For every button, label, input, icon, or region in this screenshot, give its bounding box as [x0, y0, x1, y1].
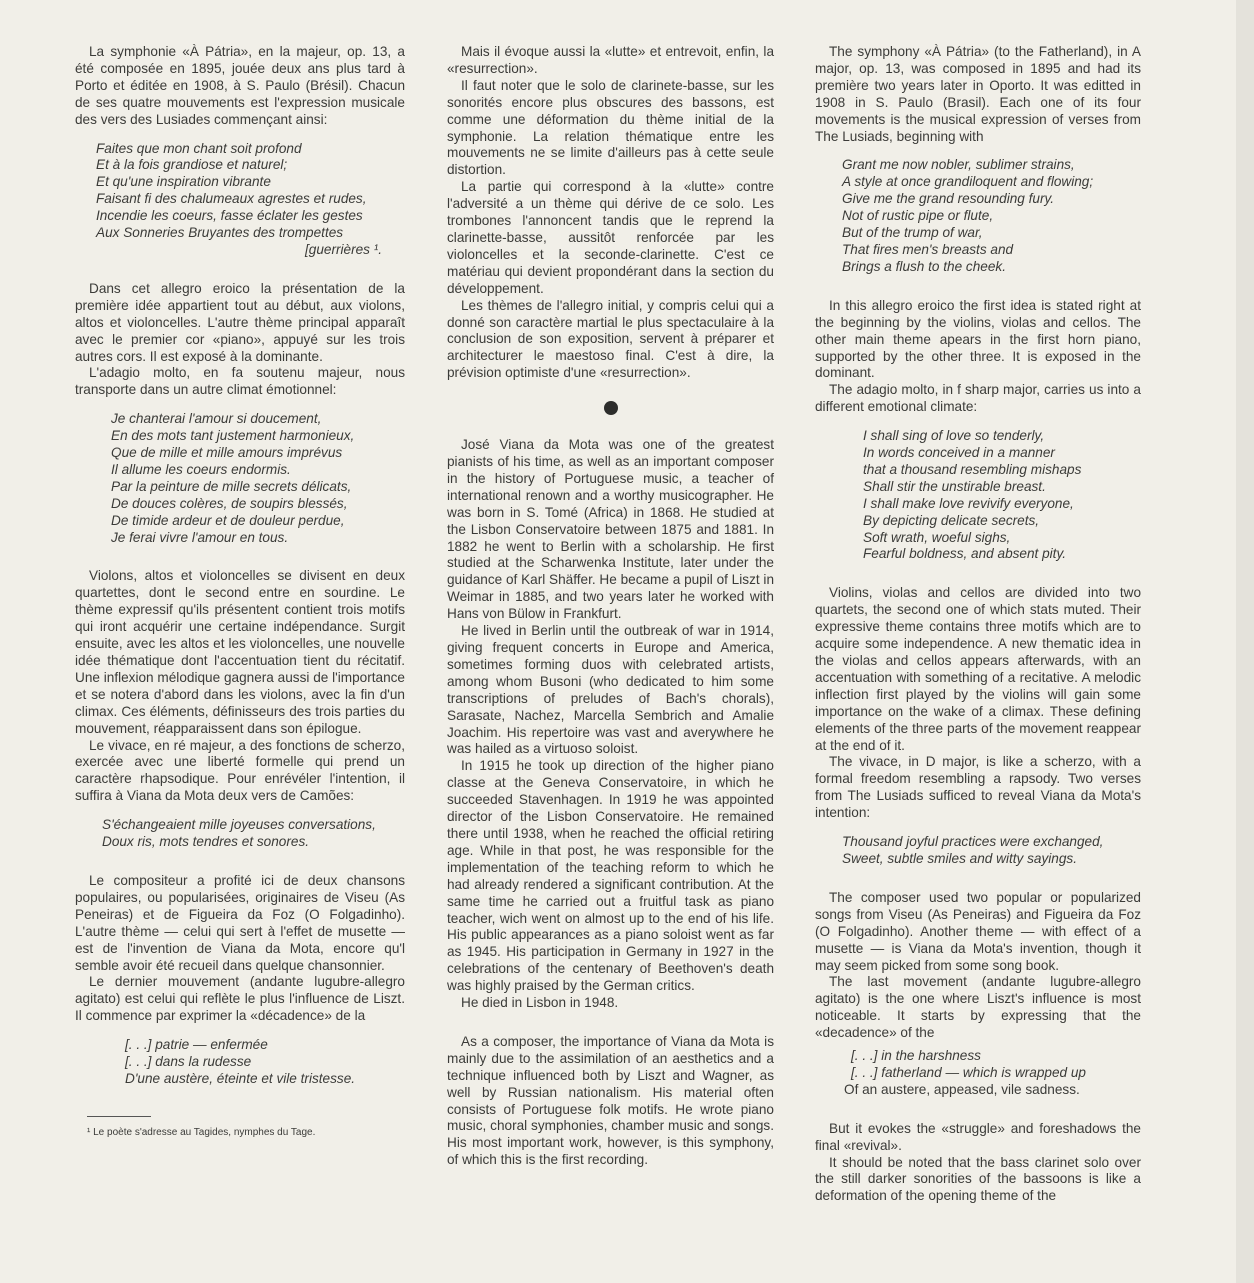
verse-line: Soft wrath, woeful sighs, — [863, 529, 1011, 545]
verse-block — [102, 817, 405, 851]
verse-line: [guerrières ¹. — [305, 241, 383, 257]
paragraph: The last movement (andante lugubre-allegro agitato) is the one where Liszt's influence is most noticeable. It starts by expressing that the «decadence» of the — [815, 974, 1141, 1041]
verse-line: Fearful boldness, and absent pity. — [863, 546, 1067, 562]
verse-block — [863, 428, 1141, 563]
column-english — [815, 44, 1141, 1205]
verse-line: D'une austère, éteinte et vile tristesse. — [125, 1070, 356, 1086]
verse-block — [844, 1048, 1141, 1099]
verse-block — [842, 834, 1141, 868]
paragraph: It should be noted that the bass clarinet solo over the still darker sonorities of the bassoons is like a deformation of the opening theme of the — [815, 1154, 1141, 1204]
paragraph: The composer used two popular or popularized songs from Viseu (As Peneiras) and Figueira da Foz (O Folgadinho). Another theme — with effect of a musette — is Viana da Mota's invention, though it may seem picked from some song book. — [815, 889, 1141, 973]
verse-line: Faites que mon chant soit profond — [96, 140, 302, 156]
verse-line: Que de mille et mille amours imprévus — [111, 445, 343, 461]
paragraph: He died in Lisbon in 1948. — [461, 995, 619, 1011]
verse-line: I shall make love revivify everyone, — [863, 495, 1074, 511]
paragraph: L'adagio molto, en fa soutenu majeur, nous transporte dans un autre climat émotionnel: — [75, 365, 405, 398]
verse-line: Je chanterai l'amour si doucement, — [111, 411, 322, 427]
verse-line: En des mots tant justement harmonieux, — [111, 428, 355, 444]
verse-line: Je ferai vivre l'amour en tous. — [111, 529, 289, 545]
verse-line: that a thousand resembling mishaps — [863, 461, 1082, 477]
verse-line: Brings a flush to the cheek. — [842, 258, 1006, 274]
verse-line: By depicting delicate secrets, — [863, 512, 1040, 528]
paragraph: Le compositeur a profité ici de deux chansons populaires, ou popularisées, originaires de Viseu (As Peneiras) et de Figueira da Foz (O Folgadinho). L'autre thème — celui qui sert à l'effet de musette — est de l'invention de Viana da Mota, encore qu'l semble avoir été recueil dans quelque chansonnier. — [75, 872, 405, 973]
page-edge — [1236, 0, 1254, 1283]
paragraph: But it evokes the «struggle» and foreshadows the final «revival». — [815, 1120, 1141, 1153]
verse-line: Et qu'une inspiration vibrante — [96, 174, 271, 190]
verse-line: Sweet, subtle smiles and witty sayings. — [842, 850, 1077, 866]
section-separator-dot — [604, 401, 618, 415]
paragraph: Dans cet allegro eroico la présentation de la première idée appartient tout au début, aux violons, altos et violoncelles. L'autre thème principal apparaît avec le premier cor «piano», appuyé sur les trois autres cors. Il est exposé à la dominante. — [75, 280, 405, 364]
paragraph: Mais il évoque aussi la «lutte» et entrevoit, enfin, la «resurrection». — [447, 44, 774, 76]
verse-line: De douces colères, de soupirs blessés, — [111, 495, 348, 511]
verse-line: [. . .] in the harshness — [851, 1048, 981, 1064]
verse-line: Et à la fois grandiose et naturel; — [96, 157, 288, 173]
verse-line: Of an austere, appeased, vile sadness. — [844, 1081, 1080, 1097]
footnote: ¹ Le poète s'adresse au Tagides, nymphes du Tage. — [87, 1126, 316, 1138]
verse-line: [. . .] fatherland — which is wrapped up — [851, 1064, 1086, 1080]
verse-line: S'échangeaient mille joyeuses conversations, — [102, 817, 376, 833]
paragraph: He lived in Berlin until the outbreak of war in 1914, giving frequent concerts in Europe and America, sometimes forming duos with celebrated artists, among whom Busoni (who dedicated to him some transcriptions of preludes of Bach's chorals), Sarasate, Nachez, Marcella Sembrich and Amalie Joachim. His repertoire was vast and averywhere he was hailed as a virtuoso soloist. — [447, 623, 774, 757]
verse-line: De timide ardeur et de douleur perdue, — [111, 512, 345, 528]
verse-line: Aux Sonneries Bruyantes des trompettes — [96, 225, 344, 241]
verse-line: [. . .] dans la rudesse — [125, 1054, 252, 1070]
verse-line: Shall stir the unstirable breast. — [863, 478, 1046, 494]
verse-line: Not of rustic pipe or flute, — [842, 208, 994, 224]
paragraph: The symphony «À Pátria» (to the Fatherland), in A major, op. 13, was composed in 1895 and had its première two years later in Oporto. It was editted in 1908 in S. Paulo (Brasil). Each one of its four movements is the musical expression of verses from The Lusiads, beginning with — [815, 44, 1141, 144]
verse-line: Par la peinture de mille secrets délicats, — [111, 478, 352, 494]
verse-line: In words conceived in a manner — [863, 445, 1055, 461]
column-middle — [447, 44, 774, 1169]
paragraph: Violons, altos et violoncelles se divisent en deux quartettes, dont le second entre en sourdine. Le thème expressif qu'ils présentent contient trois motifs qui iront acquérir une certaine indépendance. Surgit ensuite, avec les altos et les violoncelles, une nouvelle idée thématique dont l'accentuation tient du récitatif. Une inflexion mélodique gagnera aussi de l'importance et se notera d'abord dans les violons, avec la fin d'un climax. Ces éléments, définisseurs des trois parties du mouvement, réapparaissent dans son épilogue. — [75, 568, 405, 736]
verse-block — [96, 141, 405, 259]
verse-line: Doux ris, mots tendres et sonores. — [102, 834, 310, 850]
verse-line: [. . .] patrie — enfermée — [125, 1037, 268, 1053]
paragraph: Le dernier mouvement (andante lugubre-allegro agitato) est celui qui reflète le plus l'influence de Liszt. Il commence par exprimer la «décadence» de la — [75, 974, 405, 1024]
verse-line: That fires men's breasts and — [842, 241, 1014, 257]
verse-line: Il allume les coeurs endormis. — [111, 461, 291, 477]
paragraph: The vivace, in D major, is like a scherzo, with a formal freedom resembling a rapsody. Two verses from The Lusiads sufficed to reveal Viana da Mota's intention: — [815, 754, 1141, 821]
paragraph: In this allegro eroico the first idea is stated right at the beginning by the violins, violas and cellos. The other main theme apears in the first horn piano, supported by the other three. It is exposed in the dominant. — [815, 297, 1141, 381]
paragraph: José Viana da Mota was one of the greatest pianists of his time, as well as an important composer in the history of Portuguese music, a teacher of international renown and a worthy musicographer. He was born in S. Tomé (Africa) in 1868. He studied at the Lisbon Conservatoire between 1875 and 1881. In 1882 he went to Berlin with a scholarship. He first studied at the Scharwenka Institute, later under the guidance of Karl Shäffer. He became a pupil of Liszt in Weimar in 1885, and two years later he worked with Hans von Bülow in Frankfurt. — [447, 437, 774, 622]
paragraph: La partie qui correspond à la «lutte» contre l'adversité a un thème qui dérive de ce solo. Les trombones l'annoncent tandis que le reprend la clarinette-basse, aussitôt renforcée par les violoncelles et la seconde-clarinette. C'est ce matériau qui devient propondérant dans la section du développement. — [447, 179, 774, 296]
verse-line: But of the trump of war, — [842, 225, 983, 241]
verse-line: Give me the grand resounding fury. — [842, 191, 1055, 207]
verse-line: Grant me now nobler, sublimer strains, — [842, 157, 1075, 173]
paragraph: Les thèmes de l'allegro initial, y compris celui qui a donné son caractère martial le plus spectaculaire à la conclusion de son exposition, servent à préparer et architecturer le maestoso final. C'est à dire, la prévision optimiste d'une «resurrection». — [447, 297, 774, 381]
paragraph: La symphonie «À Pátria», en la majeur, op. 13, a été composée en 1895, jouée deux ans plus tard à Porto et éditée en 1908, à S. Paulo (Brésil). Chacun de ses quatre mouvements est l'expression musicale des vers des Lusiades commençant ainsi: — [75, 44, 405, 127]
paragraph: The adagio molto, in f sharp major, carries us into a different emotional climate: — [815, 382, 1141, 415]
verse-line: Faisant fi des chalumeaux agrestes et rudes, — [96, 191, 367, 207]
paragraph: Le vivace, en ré majeur, a des fonctions de scherzo, exercée avec une liberté formelle qui prend un caractère rhapsodique. Pour enrévéler l'intention, il suffira à Viana da Mota deux vers de Camões: — [75, 737, 405, 804]
paragraph: In 1915 he took up direction of the higher piano classe at the Geneva Conservatoire, in which he succeeded Stavenhagen. In 1919 he was appointed director of the Lisbon Conservatoire. He remained there until 1938, when he reached the official retiring age. While in that post, he was responsible for the implementation of the teaching reform to which he had already rendered a significant contribution. At the same time he carried out a fruitful task as piano teacher, wich went on almost up to the end of his life. His public appearances as a piano soloist went as far as 1945. His participation in Germany in 1927 in the celebrations of the centenary of Beethoven's death was highly praised by the German critics. — [447, 758, 774, 994]
footnote-divider — [87, 1116, 151, 1117]
verse-line: Incendie les coeurs, fasse éclater les gestes — [96, 208, 363, 224]
paragraph: Violins, violas and cellos are divided into two quartets, the second one of which stats muted. Their expressive theme contains three motifs which are to acquire some independence. A new thematic idea in the violas and cellos appears afterwards, with an accentuation with something of a recitative. A melodic inflection first played by the violins will gain some importance on the wake of a climax. These defining elements of the three parts of the movement reappear at the end of it. — [815, 585, 1141, 753]
verse-line: Thousand joyful practices were exchanged, — [842, 834, 1104, 850]
verse-block — [125, 1037, 405, 1088]
verse-block — [842, 157, 1141, 275]
paragraph: Il faut noter que le solo de clarinete-basse, sur les sonorités encore plus obscures des bassons, est comme une déformation du thème initial de la symphonie. La relation thématique entre les mouvements ne se limite d'ailleurs pas à cette seule distortion. — [447, 77, 774, 178]
verse-block — [111, 411, 405, 546]
column-french — [75, 44, 405, 1139]
verse-line: I shall sing of love so tenderly, — [863, 428, 1045, 444]
paragraph: As a composer, the importance of Viana da Mota is mainly due to the assimilation of an aesthetics and a technique influenced both by Liszt and Wagner, as well by Russian nationalism. His material often consists of Portuguese folk motifs. He wrote piano music, choral symphonies, chamber music and songs. His most important work, however, is this symphony, of which this is the first recording. — [447, 1033, 774, 1168]
verse-line: A style at once grandiloquent and flowing; — [842, 174, 1094, 190]
